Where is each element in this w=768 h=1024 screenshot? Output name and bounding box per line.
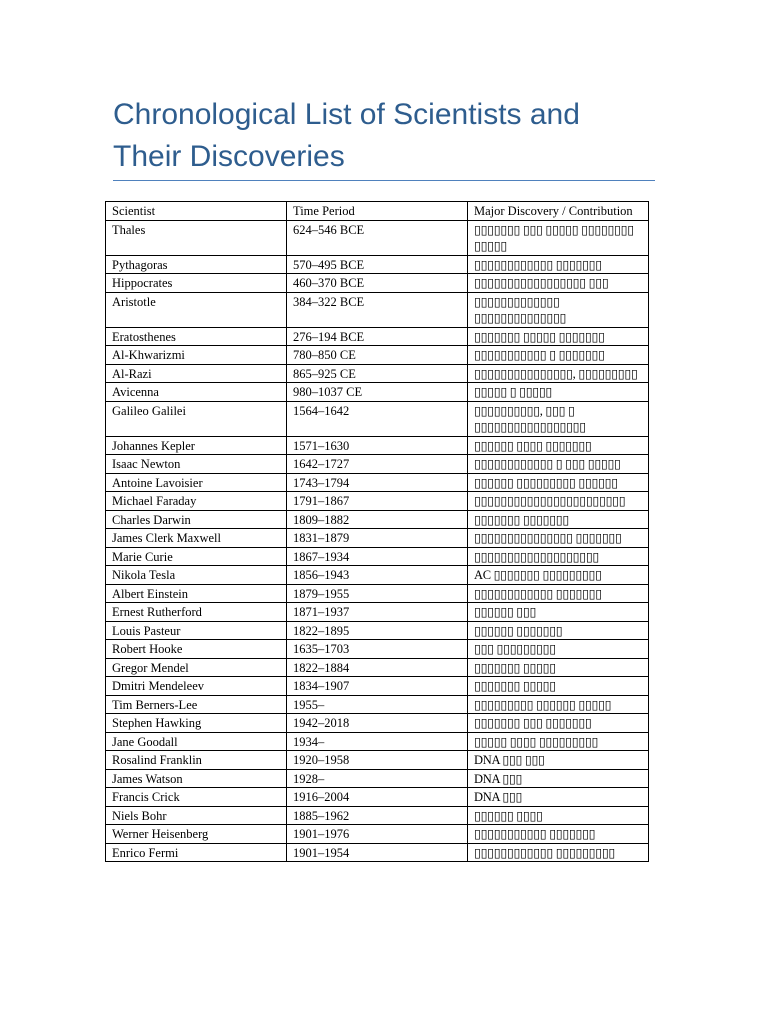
cell-time-period: 1867–1934: [287, 547, 468, 566]
cell-discovery: ▯▯▯▯▯▯▯▯▯▯▯▯▯▯▯▯▯▯▯: [468, 547, 649, 566]
cell-time-period: 1901–1954: [287, 843, 468, 862]
table-row: [106, 346, 649, 365]
table-row: [106, 677, 649, 696]
cell-discovery: ▯▯▯▯▯▯▯▯▯▯▯▯ ▯ ▯▯▯ ▯▯▯▯▯: [468, 455, 649, 474]
cell-discovery: ▯▯▯▯▯▯▯ ▯▯▯ ▯▯▯▯▯▯▯: [468, 714, 649, 733]
cell-time-period: 276–194 BCE: [287, 327, 468, 346]
cell-time-period: 1564–1642: [287, 401, 468, 436]
table-row: [106, 292, 649, 327]
cell-scientist: James Watson: [106, 769, 287, 788]
cell-discovery: ▯▯▯▯▯▯▯▯▯▯▯▯ ▯▯▯▯▯▯▯: [468, 255, 649, 274]
title-line-2: Their Discoveries: [113, 140, 345, 173]
cell-scientist: Isaac Newton: [106, 455, 287, 474]
table-row: [106, 769, 649, 788]
table-row: [106, 383, 649, 402]
table-row: [106, 658, 649, 677]
cell-discovery: ▯▯▯▯▯▯▯▯▯▯▯▯ ▯▯▯▯▯▯▯▯▯: [468, 843, 649, 862]
cell-time-period: 1934–: [287, 732, 468, 751]
cell-discovery: ▯▯▯▯▯▯ ▯▯▯▯▯▯▯: [468, 621, 649, 640]
cell-discovery: ▯▯▯▯▯▯▯ ▯▯▯ ▯▯▯▯▯ ▯▯▯▯▯▯▯▯ ▯▯▯▯▯: [468, 220, 649, 255]
table-row: [106, 436, 649, 455]
cell-scientist: Antoine Lavoisier: [106, 473, 287, 492]
cell-time-period: 1856–1943: [287, 566, 468, 585]
cell-discovery: ▯▯▯▯▯▯▯▯▯▯▯▯▯▯▯ ▯▯▯▯▯▯▯: [468, 529, 649, 548]
cell-time-period: 1916–2004: [287, 788, 468, 807]
cell-scientist: Al-Khwarizmi: [106, 346, 287, 365]
table-row: [106, 621, 649, 640]
cell-time-period: 570–495 BCE: [287, 255, 468, 274]
table-row: [106, 492, 649, 511]
table-row: [106, 510, 649, 529]
table-row: [106, 473, 649, 492]
cell-discovery: DNA ▯▯▯: [468, 769, 649, 788]
cell-scientist: Albert Einstein: [106, 584, 287, 603]
cell-discovery: ▯▯▯▯▯▯▯▯▯▯▯▯▯▯▯▯▯ ▯▯▯: [468, 274, 649, 293]
cell-scientist: Niels Bohr: [106, 806, 287, 825]
cell-time-period: 384–322 BCE: [287, 292, 468, 327]
cell-scientist: Francis Crick: [106, 788, 287, 807]
table-row: [106, 640, 649, 659]
table-row: [106, 529, 649, 548]
table-row: [106, 584, 649, 603]
cell-discovery: ▯▯▯▯▯▯▯▯▯▯▯▯▯▯▯▯▯▯▯▯▯▯▯: [468, 492, 649, 511]
cell-scientist: Gregor Mendel: [106, 658, 287, 677]
cell-scientist: Ernest Rutherford: [106, 603, 287, 622]
cell-time-period: 1942–2018: [287, 714, 468, 733]
cell-time-period: 1920–1958: [287, 751, 468, 770]
cell-scientist: Michael Faraday: [106, 492, 287, 511]
cell-discovery: ▯▯▯▯▯▯ ▯▯▯▯ ▯▯▯▯▯▯▯: [468, 436, 649, 455]
table-row: [106, 751, 649, 770]
table-body: [106, 202, 649, 862]
cell-discovery: ▯▯▯▯▯▯▯▯▯▯, ▯▯▯ ▯ ▯▯▯▯▯▯▯▯▯▯▯▯▯▯▯▯▯: [468, 401, 649, 436]
cell-discovery: ▯▯▯▯▯▯ ▯▯▯: [468, 603, 649, 622]
table-row: [106, 566, 649, 585]
cell-time-period: 1879–1955: [287, 584, 468, 603]
cell-discovery: ▯▯▯▯▯ ▯ ▯▯▯▯▯: [468, 383, 649, 402]
cell-discovery: ▯▯▯▯▯▯▯▯▯▯▯▯▯▯▯, ▯▯▯▯▯▯▯▯▯: [468, 364, 649, 383]
cell-time-period: 1831–1879: [287, 529, 468, 548]
cell-scientist: Dmitri Mendeleev: [106, 677, 287, 696]
cell-scientist: Rosalind Franklin: [106, 751, 287, 770]
cell-discovery: DNA ▯▯▯: [468, 788, 649, 807]
document-title: [113, 94, 653, 178]
table-row: [106, 327, 649, 346]
cell-time-period: 1809–1882: [287, 510, 468, 529]
cell-time-period: 1822–1884: [287, 658, 468, 677]
cell-scientist: Hippocrates: [106, 274, 287, 293]
cell-time-period: 1743–1794: [287, 473, 468, 492]
cell-time-period: 1901–1976: [287, 825, 468, 844]
table-row: [106, 788, 649, 807]
cell-discovery: ▯▯▯▯▯▯ ▯▯▯▯: [468, 806, 649, 825]
cell-time-period: 1571–1630: [287, 436, 468, 455]
table-row: [106, 274, 649, 293]
cell-time-period: 1871–1937: [287, 603, 468, 622]
cell-scientist: Johannes Kepler: [106, 436, 287, 455]
header-discovery: Major Discovery / Contribution: [468, 202, 649, 221]
cell-scientist: Robert Hooke: [106, 640, 287, 659]
cell-time-period: 1955–: [287, 695, 468, 714]
cell-discovery: ▯▯▯▯▯▯▯▯▯▯▯▯▯ ▯▯▯▯▯▯▯▯▯▯▯▯▯▯: [468, 292, 649, 327]
cell-scientist: Al-Razi: [106, 364, 287, 383]
scientists-table: [105, 201, 649, 862]
cell-time-period: 1928–: [287, 769, 468, 788]
table-row: [106, 695, 649, 714]
header-scientist: Scientist: [106, 202, 287, 221]
cell-discovery: ▯▯▯▯▯▯▯▯▯▯▯ ▯ ▯▯▯▯▯▯▯: [468, 346, 649, 365]
cell-discovery: ▯▯▯▯▯▯▯ ▯▯▯▯▯: [468, 677, 649, 696]
cell-time-period: 1635–1703: [287, 640, 468, 659]
cell-scientist: Pythagoras: [106, 255, 287, 274]
cell-scientist: Eratosthenes: [106, 327, 287, 346]
cell-discovery: ▯▯▯▯▯▯▯ ▯▯▯▯▯ ▯▯▯▯▯▯▯: [468, 327, 649, 346]
cell-scientist: Enrico Fermi: [106, 843, 287, 862]
table-row: [106, 843, 649, 862]
table-row: [106, 547, 649, 566]
table-header-row: [106, 202, 649, 221]
cell-time-period: 1885–1962: [287, 806, 468, 825]
cell-scientist: Stephen Hawking: [106, 714, 287, 733]
table-row: [106, 401, 649, 436]
table-row: [106, 714, 649, 733]
cell-scientist: Marie Curie: [106, 547, 287, 566]
table-row: [106, 603, 649, 622]
title-line-1: Chronological List of Scientists and: [113, 98, 580, 131]
cell-discovery: ▯▯▯▯▯▯▯ ▯▯▯▯▯: [468, 658, 649, 677]
cell-scientist: James Clerk Maxwell: [106, 529, 287, 548]
cell-discovery: ▯▯▯▯▯▯▯ ▯▯▯▯▯▯▯: [468, 510, 649, 529]
cell-scientist: Aristotle: [106, 292, 287, 327]
cell-time-period: 1822–1895: [287, 621, 468, 640]
table-row: [106, 825, 649, 844]
cell-time-period: 980–1037 CE: [287, 383, 468, 402]
cell-scientist: Louis Pasteur: [106, 621, 287, 640]
cell-scientist: Tim Berners-Lee: [106, 695, 287, 714]
cell-discovery: ▯▯▯▯▯▯▯▯▯▯▯ ▯▯▯▯▯▯▯: [468, 825, 649, 844]
cell-time-period: 1834–1907: [287, 677, 468, 696]
cell-scientist: Nikola Tesla: [106, 566, 287, 585]
cell-scientist: Charles Darwin: [106, 510, 287, 529]
table-row: [106, 806, 649, 825]
table-row: [106, 455, 649, 474]
cell-discovery: AC ▯▯▯▯▯▯▯ ▯▯▯▯▯▯▯▯▯: [468, 566, 649, 585]
table-row: [106, 255, 649, 274]
cell-time-period: 624–546 BCE: [287, 220, 468, 255]
cell-scientist: Avicenna: [106, 383, 287, 402]
header-time-period: Time Period: [287, 202, 468, 221]
cell-time-period: 460–370 BCE: [287, 274, 468, 293]
cell-time-period: 780–850 CE: [287, 346, 468, 365]
title-underline: [113, 180, 655, 181]
cell-time-period: 865–925 CE: [287, 364, 468, 383]
cell-discovery: ▯▯▯ ▯▯▯▯▯▯▯▯▯: [468, 640, 649, 659]
cell-discovery: ▯▯▯▯▯▯▯▯▯ ▯▯▯▯▯▯ ▯▯▯▯▯: [468, 695, 649, 714]
table-row: [106, 220, 649, 255]
table-row: [106, 732, 649, 751]
cell-discovery: ▯▯▯▯▯ ▯▯▯▯ ▯▯▯▯▯▯▯▯▯: [468, 732, 649, 751]
table-row: [106, 364, 649, 383]
cell-discovery: ▯▯▯▯▯▯▯▯▯▯▯▯ ▯▯▯▯▯▯▯: [468, 584, 649, 603]
cell-discovery: ▯▯▯▯▯▯ ▯▯▯▯▯▯▯▯▯ ▯▯▯▯▯▯: [468, 473, 649, 492]
cell-scientist: Thales: [106, 220, 287, 255]
cell-time-period: 1642–1727: [287, 455, 468, 474]
cell-discovery: DNA ▯▯▯ ▯▯▯: [468, 751, 649, 770]
cell-scientist: Werner Heisenberg: [106, 825, 287, 844]
cell-time-period: 1791–1867: [287, 492, 468, 511]
cell-scientist: Jane Goodall: [106, 732, 287, 751]
cell-scientist: Galileo Galilei: [106, 401, 287, 436]
